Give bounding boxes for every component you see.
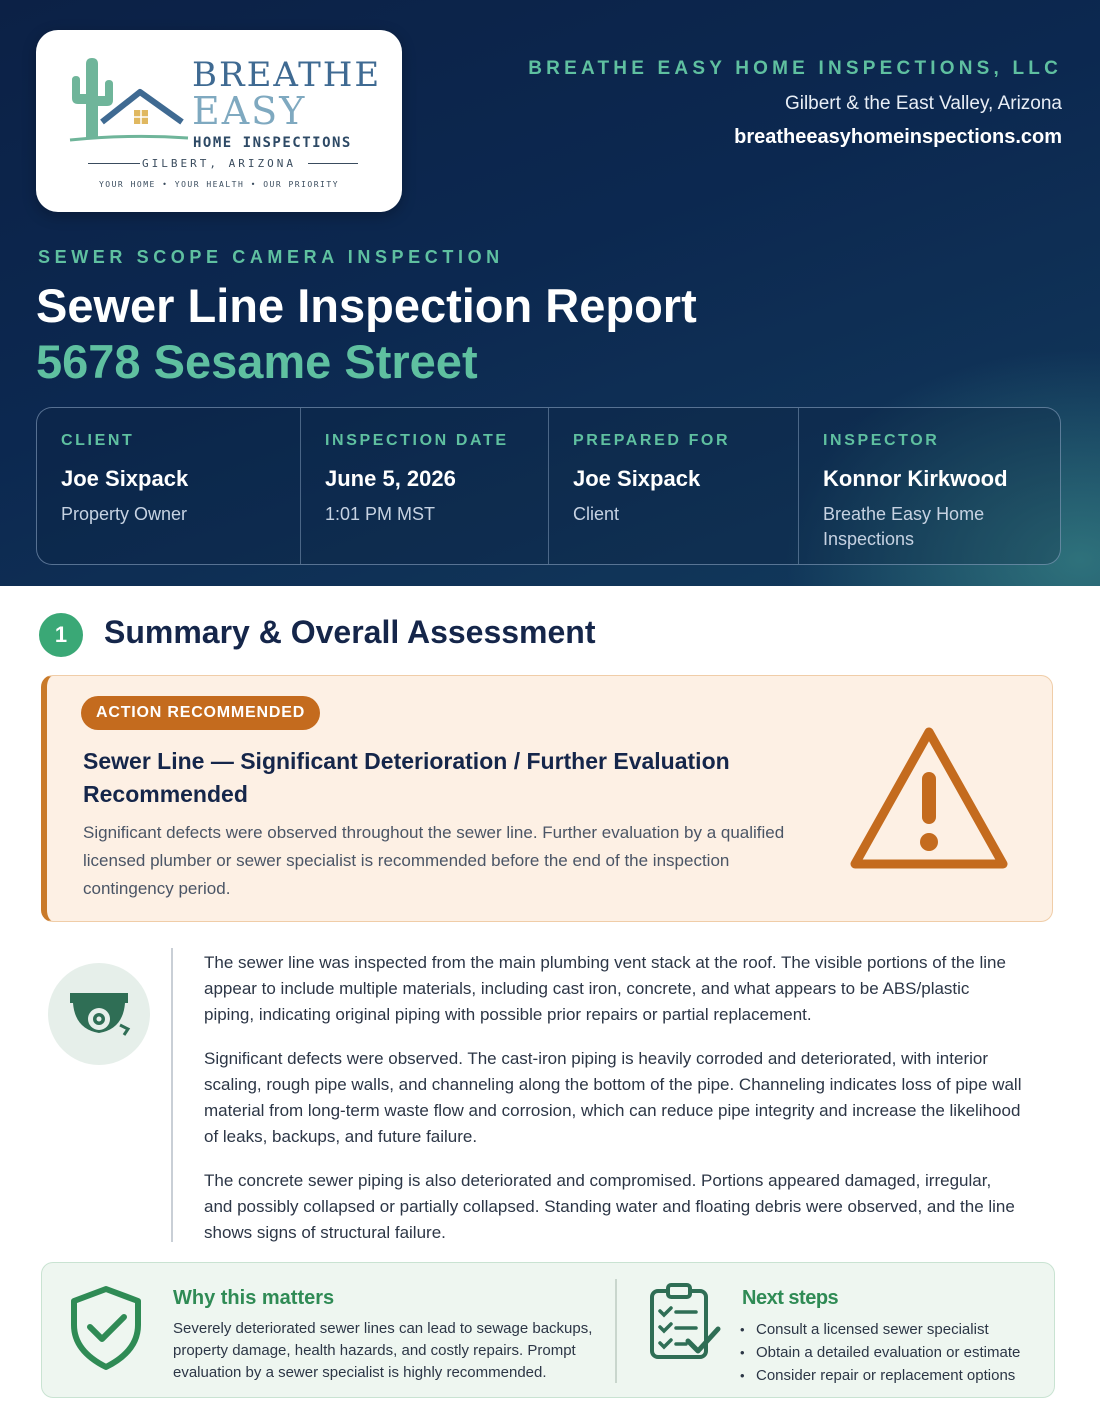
findings-text (204, 950, 1024, 1264)
meta-value: June 5, 2026 (325, 466, 456, 491)
action-recommended-badge: ACTION RECOMMENDED (81, 696, 320, 730)
report-title: Sewer Line Inspection Report (36, 279, 697, 332)
meta-label: INSPECTOR (823, 432, 940, 449)
why-title: Why this matters (173, 1287, 335, 1309)
meta-label: INSPECTION DATE (325, 432, 509, 449)
meta-inspection-date (301, 408, 549, 564)
section-number: 1 (39, 613, 83, 657)
meta-prepared-for (549, 408, 799, 564)
findings-paragraph: The sewer line was inspected from the main plumbing vent stack at the roof. The visible portions of the line appear to include multiple materials, including cast iron, concrete, and what appears to be ABS/plastic piping, indicating original piping with possible prior repairs or partial replacement. (204, 953, 1006, 1024)
logo-tagline: YOUR HOME • YOUR HEALTH • OUR PRIORITY (98, 180, 340, 189)
alert-title: Sewer Line — Significant Deterioration / Further Evaluation Recommended (83, 748, 730, 807)
shield-check-icon (68, 1285, 144, 1371)
meta-label: CLIENT (61, 432, 135, 449)
alert-body: Significant defects were observed throughout the sewer line. Further evaluation by a qualified licensed plumber or sewer specialist is recommended before the end of the inspection contingency period. (83, 823, 785, 898)
why-body: Severely deteriorated sewer lines can lead to sewage backups, property damage, health hazards, and costly repairs. Prompt evaluation by a sewer specialist is highly recommended. (173, 1320, 593, 1381)
meta-value: Joe Sixpack (61, 466, 189, 491)
findings-paragraph: Significant defects were observed. The cast-iron piping is heavily corroded and deteriorated, with interior scaling, rough pipe walls, and channeling along the bottom of the pipe. Channeling indicates loss of pipe wall material from long-term waste flow and corrosion, which can reduce pipe integrity and increase the likelihood of leaks, backups, and future failure. (204, 1049, 1022, 1146)
report-type: SEWER SCOPE CAMERA INSPECTION (38, 247, 504, 267)
findings-divider (171, 948, 173, 1242)
list-item: • Consider repair or replacement options (740, 1364, 1020, 1387)
recommendation-panel (41, 1262, 1055, 1398)
logo-text-easy: EASY (192, 89, 307, 133)
camera-icon (48, 963, 150, 1065)
panel-divider (615, 1279, 617, 1383)
action-alert-card (41, 675, 1053, 922)
meta-sub: Property Owner (61, 504, 188, 524)
clipboard-checklist-icon (646, 1281, 722, 1363)
meta-label: PREPARED FOR (573, 432, 731, 449)
report-header (0, 0, 1100, 586)
warning-triangle-icon (847, 724, 1011, 874)
meta-value: Joe Sixpack (573, 466, 701, 491)
findings-paragraph: The concrete sewer piping is also deteriorated and compromised. Portions appeared damaged, irregular, and possibly collapsed or partially collapsed. Standing water and floating debris were observed, and the line shows signs of structural failure. (204, 1171, 1015, 1242)
meta-sub: 1:01 PM MST (325, 504, 436, 524)
company-name: BREATHE EASY HOME INSPECTIONS, LLC (528, 58, 1062, 79)
meta-value: Konnor Kirkwood (823, 466, 1008, 491)
property-address: 5678 Sesame Street (36, 335, 478, 388)
list-item: • Obtain a detailed evaluation or estimate (740, 1341, 1020, 1364)
next-steps-title: Next steps (742, 1287, 839, 1309)
next-steps-list (740, 1318, 1020, 1387)
logo-text-home-inspections: HOME INSPECTIONS (193, 135, 352, 151)
logo-text-breathe: BREATHE (192, 55, 382, 95)
meta-sub: Client (573, 504, 620, 524)
company-logo (36, 30, 402, 212)
company-website-link[interactable]: breatheeasyhomeinspections.com (734, 126, 1062, 148)
section-title: Summary & Overall Assessment (104, 614, 596, 650)
cactus-house-icon (64, 48, 194, 158)
meta-inspector (799, 408, 1059, 564)
meta-sub: Breathe Easy Home Inspections (823, 504, 985, 549)
company-location: Gilbert & the East Valley, Arizona (784, 93, 1062, 114)
company-info (528, 58, 1062, 149)
meta-client (37, 408, 301, 564)
list-item: • Consult a licensed sewer specialist (740, 1318, 1020, 1341)
report-meta-panel (36, 407, 1061, 565)
logo-text-location: GILBERT, ARIZONA (142, 157, 296, 170)
